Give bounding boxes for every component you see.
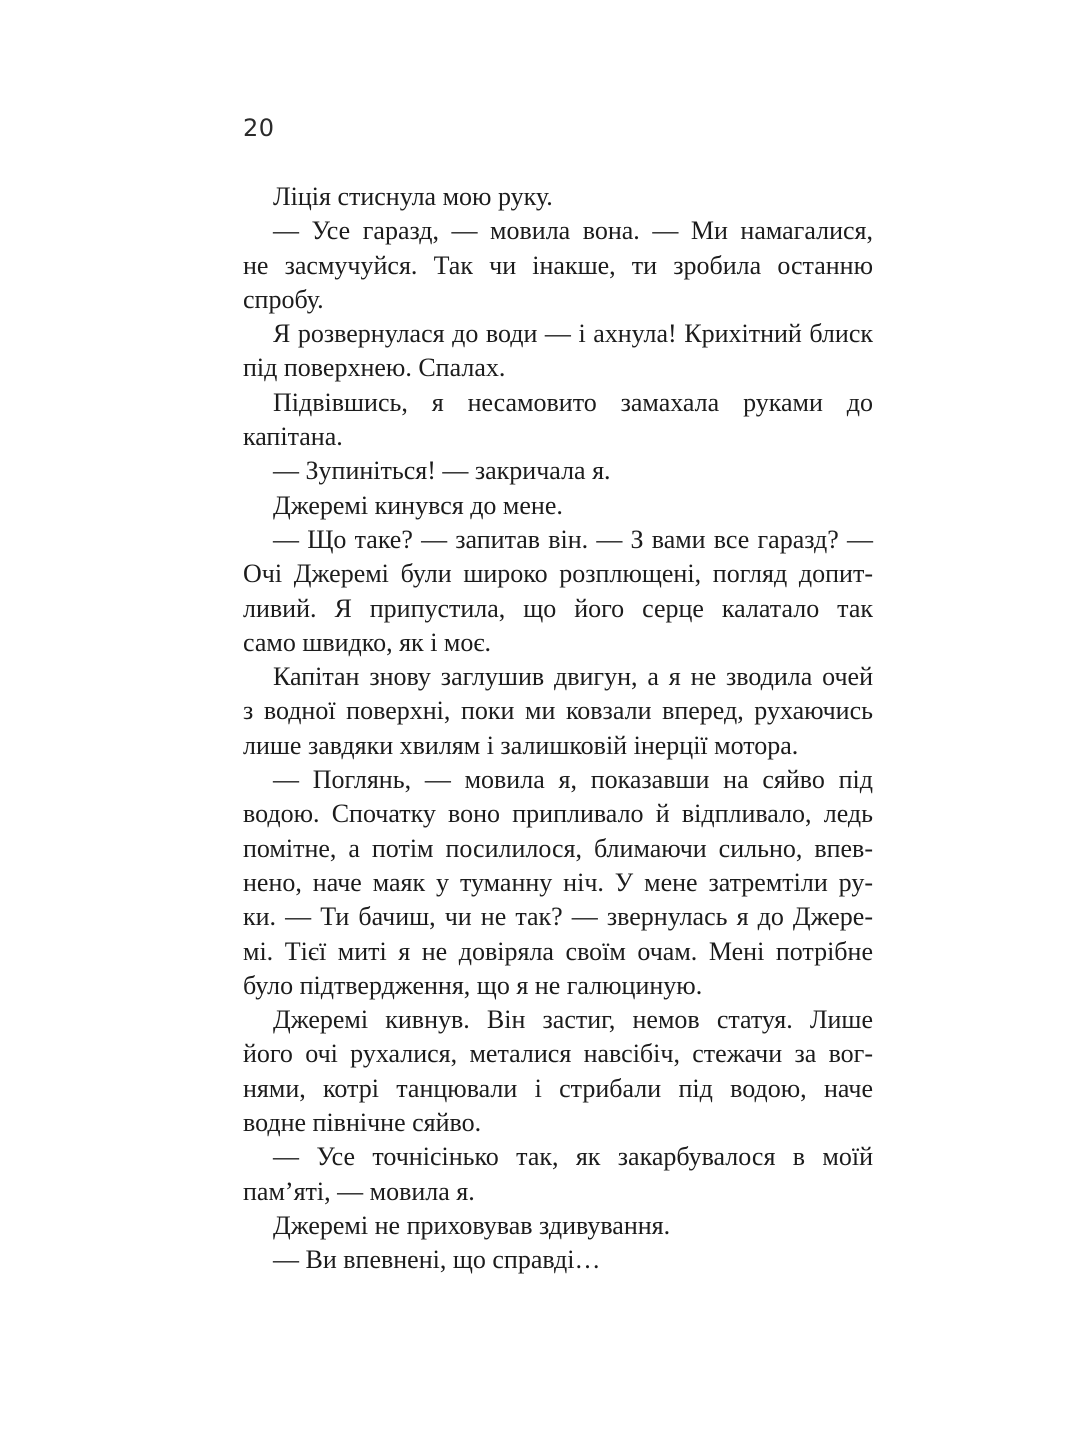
- text-line: Ліція стиснула мою руку.: [273, 182, 553, 211]
- text-line: водне північне сяйво.: [243, 1108, 482, 1138]
- text-line: Джеремі кинувся до мене.: [273, 490, 563, 520]
- text-line: лише завдяки хвилям і залишковій інерції мотора.: [243, 730, 799, 760]
- text-line: не засмучуйся. Так чи інакше, ти зробила останню: [243, 250, 873, 280]
- text-line: — Усе точнісінько так, як закарбувалося в моїй: [273, 1142, 873, 1172]
- text-line: спробу.: [243, 284, 324, 314]
- text-line: ливий. Я припустила, що його серце калатало так: [243, 593, 873, 623]
- text-line: — Поглянь, — мовила я, показавши на сяйво під: [273, 765, 873, 795]
- text-line: Джеремі кивнув. Він застиг, немов статуя. Лише: [273, 1005, 873, 1035]
- text-line: капітана.: [243, 422, 343, 452]
- text-line: під поверхнею. Спалах.: [243, 353, 506, 383]
- text-line: помітне, а потім посилилося, блимаючи сильно, впев-: [243, 833, 873, 863]
- text-line: Капітан знову заглушив двигун, а я не зводила очей: [273, 662, 873, 692]
- body-text: [243, 180, 873, 1278]
- text-line: водою. Спочатку воно припливало й відпливало, ледь: [243, 799, 873, 829]
- text-line: нено, наче маяк у туманну ніч. У мене затремтіли ру-: [243, 867, 873, 897]
- page-number: 20: [243, 114, 275, 142]
- text-line: — Ви впевнені, що справді…: [273, 1245, 601, 1275]
- text-line: Джеремі не приховував здивування.: [273, 1210, 671, 1240]
- text-line: само швидко, як і моє.: [243, 627, 492, 657]
- text-line: — Зупиніться! — закричала я.: [273, 456, 611, 486]
- text-line: Очі Джеремі були широко розплющені, погляд допит-: [243, 559, 873, 589]
- text-line: Підвівшись, я несамовито замахала руками до: [273, 387, 873, 417]
- text-line: мі. Тієї миті я не довіряла своїм очам. Мені потрібне: [243, 936, 873, 966]
- text-line: Я розвернулася до води — і ахнула! Крихітний блиск: [273, 319, 873, 349]
- text-line: ки. — Ти бачиш, чи не так? — звернулась я до Джере-: [243, 902, 873, 932]
- text-line: нями, котрі танцювали і стрибали під водою, наче: [243, 1073, 873, 1103]
- text-line: — Що таке? — запитав він. — З вами все гаразд? —: [273, 524, 873, 554]
- text-line: — Усе гаразд, — мовила вона. — Ми намагалися,: [273, 216, 873, 246]
- text-line: було підтвердження, що я не галюциную.: [243, 970, 703, 1000]
- text-line: його очі рухалися, металися навсібіч, стежачи за вог-: [243, 1039, 873, 1069]
- text-line: пам’яті, — мовила я.: [243, 1176, 475, 1206]
- text-line: з водної поверхні, поки ми ковзали вперед, рухаючись: [243, 696, 873, 726]
